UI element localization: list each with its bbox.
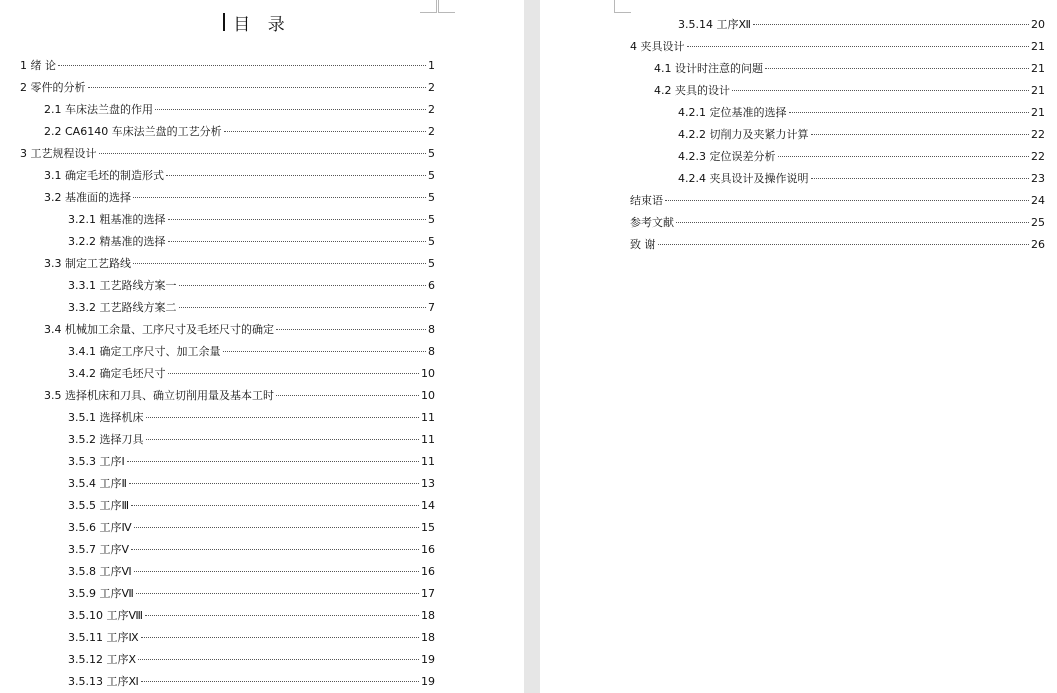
toc-entry-text: 3.2 基准面的选择 <box>44 191 131 204</box>
dot-leader <box>658 244 1030 245</box>
page-gap <box>524 0 540 693</box>
toc-entry-text: 3.5.10 工序Ⅷ <box>68 609 143 622</box>
toc-page-number: 5 <box>428 147 435 160</box>
toc-entry-text: 3.1 确定毛坯的制造形式 <box>44 169 164 182</box>
toc-entry[interactable] <box>68 410 435 426</box>
toc-entry[interactable] <box>678 105 1045 121</box>
toc-page-number: 16 <box>421 565 435 578</box>
toc-entry[interactable] <box>20 58 435 74</box>
toc-entry[interactable] <box>68 652 435 668</box>
toc-entry[interactable] <box>68 630 435 646</box>
toc-page-number: 17 <box>421 587 435 600</box>
toc-entry-text: 4.2.1 定位基准的选择 <box>678 106 787 119</box>
toc-entry[interactable] <box>44 388 435 404</box>
toc-entry-text: 结束语 <box>630 194 663 207</box>
toc-page-number: 18 <box>421 609 435 622</box>
toc-entry-text: 1 绪 论 <box>20 59 56 72</box>
toc-entry[interactable] <box>68 674 435 690</box>
toc-entry[interactable] <box>630 237 1045 253</box>
toc-entry[interactable] <box>68 498 435 514</box>
toc-entry-text: 3.5.14 工序Ⅻ <box>678 18 751 31</box>
toc-entry-text: 3.3 制定工艺路线 <box>44 257 131 270</box>
toc-entry[interactable] <box>68 278 435 294</box>
margin-corner-mark <box>614 0 631 13</box>
toc-entry-text: 3.5.2 选择刀具 <box>68 433 144 446</box>
dot-leader <box>99 153 427 154</box>
dot-leader <box>133 263 426 264</box>
dot-leader <box>778 156 1030 157</box>
toc-page-number: 18 <box>421 631 435 644</box>
toc-page-number: 21 <box>1031 106 1045 119</box>
toc-page-number: 25 <box>1031 216 1045 229</box>
dot-leader <box>276 395 419 396</box>
dot-leader <box>765 68 1029 69</box>
toc-entry-text: 4 夹具设计 <box>630 40 685 53</box>
dot-leader <box>134 571 419 572</box>
toc-entry-text: 2.1 车床法兰盘的作用 <box>44 103 153 116</box>
toc-page-number: 16 <box>421 543 435 556</box>
toc-entry-text: 3.5.9 工序Ⅶ <box>68 587 134 600</box>
toc-entry[interactable] <box>68 586 435 602</box>
dot-leader <box>168 219 427 220</box>
dot-leader <box>732 90 1029 91</box>
dot-leader <box>131 549 419 550</box>
dot-leader <box>179 307 427 308</box>
dot-leader <box>789 112 1030 113</box>
dot-leader <box>146 439 420 440</box>
toc-entry[interactable] <box>630 193 1045 209</box>
toc-page-number: 10 <box>421 367 435 380</box>
toc-entry[interactable] <box>630 215 1045 231</box>
dot-leader <box>224 131 426 132</box>
toc-entry-text: 4.2.4 夹具设计及操作说明 <box>678 172 809 185</box>
toc-entry-text: 4.2.2 切削力及夹紧力计算 <box>678 128 809 141</box>
toc-entry-text: 参考文献 <box>630 216 674 229</box>
toc-entry[interactable] <box>68 454 435 470</box>
dot-leader <box>687 46 1030 47</box>
toc-entry-text: 3.4.1 确定工序尺寸、加工余量 <box>68 345 221 358</box>
dot-leader <box>811 134 1030 135</box>
toc-entry[interactable] <box>68 520 435 536</box>
toc-entry[interactable] <box>68 476 435 492</box>
toc-page-number: 2 <box>428 81 435 94</box>
dot-leader <box>134 527 419 528</box>
dot-leader <box>136 593 419 594</box>
toc-page-number: 21 <box>1031 40 1045 53</box>
toc-page-number: 22 <box>1031 128 1045 141</box>
dot-leader <box>665 200 1029 201</box>
toc-page-number: 6 <box>428 279 435 292</box>
dot-leader <box>58 65 426 66</box>
toc-entry-text: 3.5.5 工序Ⅲ <box>68 499 130 512</box>
toc-entry-text: 3.5.6 工序Ⅳ <box>68 521 132 534</box>
toc-entry-text: 4.2 夹具的设计 <box>654 84 730 97</box>
toc-entry[interactable] <box>68 366 435 382</box>
toc-entry[interactable] <box>68 300 435 316</box>
toc-page-number: 10 <box>421 389 435 402</box>
toc-page-number: 2 <box>428 125 435 138</box>
toc-page-number: 22 <box>1031 150 1045 163</box>
toc-page-number: 26 <box>1031 238 1045 251</box>
toc-entry[interactable] <box>44 256 435 272</box>
dot-leader <box>129 483 419 484</box>
dot-leader <box>676 222 1029 223</box>
toc-entry-text: 3.5 选择机床和刀具、确立切削用量及基本工时 <box>44 389 274 402</box>
toc-entry-text: 3.4 机械加工余量、工序尺寸及毛坯尺寸的确定 <box>44 323 274 336</box>
toc-entry[interactable] <box>68 344 435 360</box>
toc-entry-text: 3.5.4 工序Ⅱ <box>68 477 127 490</box>
toc-entry-text: 3.5.8 工序Ⅵ <box>68 565 132 578</box>
toc-page-number: 21 <box>1031 62 1045 75</box>
toc-entry-text: 3.3.2 工艺路线方案二 <box>68 301 177 314</box>
dot-leader <box>155 109 426 110</box>
toc-entry[interactable] <box>678 17 1045 33</box>
dot-leader <box>138 659 419 660</box>
toc-entry-text: 2 零件的分析 <box>20 81 86 94</box>
toc-entry-text: 3.2.2 精基准的选择 <box>68 235 166 248</box>
toc-entry[interactable] <box>68 608 435 624</box>
toc-page-number: 13 <box>421 477 435 490</box>
toc-page-number: 8 <box>428 323 435 336</box>
toc-page-number: 24 <box>1031 194 1045 207</box>
dot-leader <box>145 615 419 616</box>
document-page-right[interactable] <box>540 0 1057 693</box>
toc-entry[interactable] <box>68 432 435 448</box>
toc-page-number: 15 <box>421 521 435 534</box>
toc-entry[interactable] <box>68 212 435 228</box>
dot-leader <box>166 175 426 176</box>
toc-title: 目 录 <box>233 15 291 35</box>
toc-page-number: 21 <box>1031 84 1045 97</box>
toc-page-number: 23 <box>1031 172 1045 185</box>
toc-entry-text: 3.5.13 工序Ⅺ <box>68 675 139 688</box>
dot-leader <box>131 505 419 506</box>
toc-entry[interactable] <box>678 149 1045 165</box>
dot-leader <box>141 681 419 682</box>
toc-entry-text: 3 工艺规程设计 <box>20 147 97 160</box>
toc-page-number: 11 <box>421 455 435 468</box>
toc-entry-text: 3.5.12 工序Ⅹ <box>68 653 137 666</box>
dot-leader <box>168 373 420 374</box>
toc-page-number: 20 <box>1031 18 1045 31</box>
toc-entry-text: 2.2 CA6140 车床法兰盘的工艺分析 <box>44 125 222 138</box>
toc-entry[interactable] <box>68 564 435 580</box>
document-page-left[interactable] <box>0 0 524 693</box>
toc-page-number: 5 <box>428 257 435 270</box>
toc-page-number: 7 <box>428 301 435 314</box>
toc-entry[interactable] <box>44 102 435 118</box>
dot-leader <box>168 241 427 242</box>
toc-entry[interactable] <box>630 39 1045 55</box>
dot-leader <box>127 461 419 462</box>
toc-entry-text: 3.5.3 工序Ⅰ <box>68 455 125 468</box>
dot-leader <box>223 351 427 352</box>
toc-page-number: 19 <box>421 675 435 688</box>
toc-entry[interactable] <box>678 127 1045 143</box>
toc-entry[interactable] <box>68 542 435 558</box>
toc-page-number: 5 <box>428 191 435 204</box>
dot-leader <box>753 24 1029 25</box>
toc-entry-text: 3.3.1 工艺路线方案一 <box>68 279 177 292</box>
toc-entry-text: 3.2.1 粗基准的选择 <box>68 213 166 226</box>
toc-entry-text: 4.1 设计时注意的问题 <box>654 62 763 75</box>
toc-entry-text: 3.5.11 工序Ⅸ <box>68 631 139 644</box>
dot-leader <box>133 197 426 198</box>
toc-entry[interactable] <box>68 234 435 250</box>
toc-entry[interactable] <box>44 190 435 206</box>
toc-entry-text: 3.5.7 工序Ⅴ <box>68 543 130 556</box>
toc-page-number: 14 <box>421 499 435 512</box>
toc-page-number: 5 <box>428 235 435 248</box>
toc-entry[interactable] <box>44 168 435 184</box>
toc-entry-text: 3.4.2 确定毛坯尺寸 <box>68 367 166 380</box>
toc-page-number: 5 <box>428 213 435 226</box>
dot-leader <box>811 178 1030 179</box>
toc-entry[interactable] <box>20 146 435 162</box>
toc-page-number: 2 <box>428 103 435 116</box>
dot-leader <box>276 329 426 330</box>
toc-entry[interactable] <box>44 124 435 140</box>
toc-page-number: 1 <box>428 59 435 72</box>
toc-entry[interactable] <box>678 171 1045 187</box>
dot-leader <box>88 87 427 88</box>
toc-entry[interactable] <box>654 83 1045 99</box>
text-cursor <box>223 13 225 31</box>
toc-entry[interactable] <box>20 80 435 96</box>
toc-entry[interactable] <box>654 61 1045 77</box>
dot-leader <box>146 417 420 418</box>
toc-page-number: 11 <box>421 433 435 446</box>
toc-entry-text: 4.2.3 定位误差分析 <box>678 150 776 163</box>
dot-leader <box>179 285 427 286</box>
toc-entry-text: 致 谢 <box>630 238 656 251</box>
toc-page-number: 11 <box>421 411 435 424</box>
toc-page-number: 19 <box>421 653 435 666</box>
dot-leader <box>141 637 419 638</box>
toc-page-number: 8 <box>428 345 435 358</box>
toc-entry-text: 3.5.1 选择机床 <box>68 411 144 424</box>
toc-entry[interactable] <box>44 322 435 338</box>
toc-page-number: 5 <box>428 169 435 182</box>
